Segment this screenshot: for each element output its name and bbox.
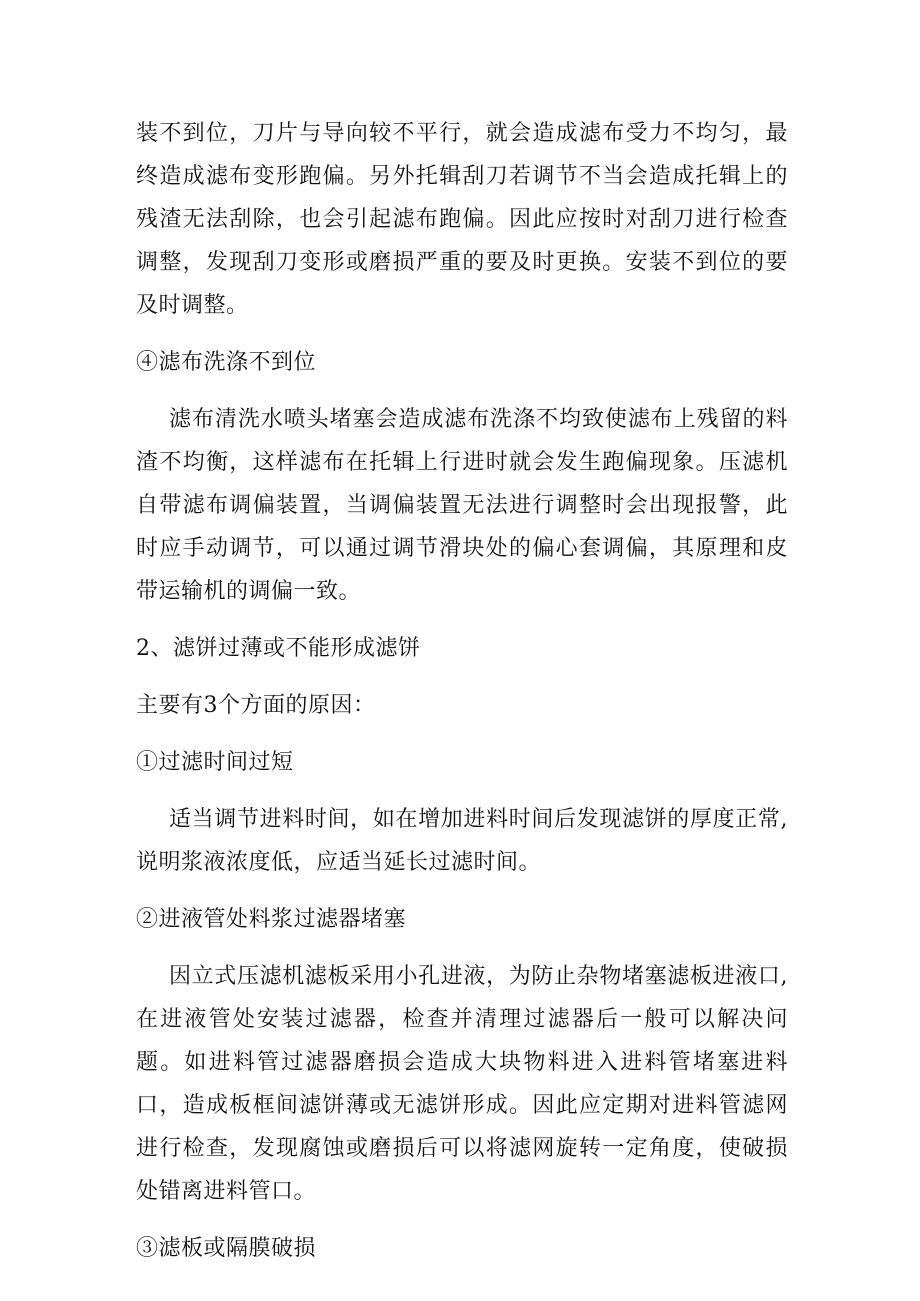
subheading-inlet-filter: ②进液管处料浆过滤器堵塞 xyxy=(136,907,407,932)
intro-three-reasons: 主要有3个方面的原因： xyxy=(136,693,376,718)
subheading-plate-damage: ③滤板或隔膜破损 xyxy=(136,1236,317,1261)
paragraph-cloth-washing: 滤布清洗水喷头堵塞会造成滤布洗涤不均致使滤布上残留的料渣不均衡，这样滤布在托辑上行进时就会发生跑偏现象。压滤机自带滤布调偏装置，当调偏装置无法进行调整时会出现报警，此时应手动调节，可以通过调节滑块处的偏心套调偏，其原理和皮带运输机的调偏一致。 xyxy=(136,407,788,604)
paragraph-filter-time: 适当调节进料时间，如在增加进料时间后发现滤饼的厚度正常,说明浆液浓度低，应适当延长过滤时间。 xyxy=(136,807,788,875)
subheading-cloth-washing: ④滤布洗涤不到位 xyxy=(136,350,317,375)
document-body xyxy=(136,112,788,1270)
subheading-filter-time: ①过滤时间过短 xyxy=(136,750,294,775)
paragraph-scraper-adjustment: 装不到位，刀片与导向较不平行，就会造成滤布受力不均匀，最终造成滤布变形跑偏。另外托辑刮刀若调节不当会造成托辑上的残渣无法刮除，也会引起滤布跑偏。因此应按时对刮刀进行检查调整，发现刮刀变形或磨损严重的要及时更换。安装不到位的要及时调整。 xyxy=(136,121,788,318)
section-heading-thin-cake: 2、滤饼过薄或不能形成滤饼 xyxy=(136,636,421,661)
paragraph-inlet-filter: 因立式压滤机滤板采用小孔进液，为防止杂物堵塞滤板进液口,在进液管处安装过滤器，检查并清理过滤器后一般可以解决问题。如进料管过滤器磨损会造成大块物料进入进料管堵塞进料口，造成板框间滤饼薄或无滤饼形成。因此应定期对进料管滤网进行检查，发现腐蚀或磨损后可以将滤网旋转一定角度，使破损处错离进料管口。 xyxy=(136,964,788,1204)
